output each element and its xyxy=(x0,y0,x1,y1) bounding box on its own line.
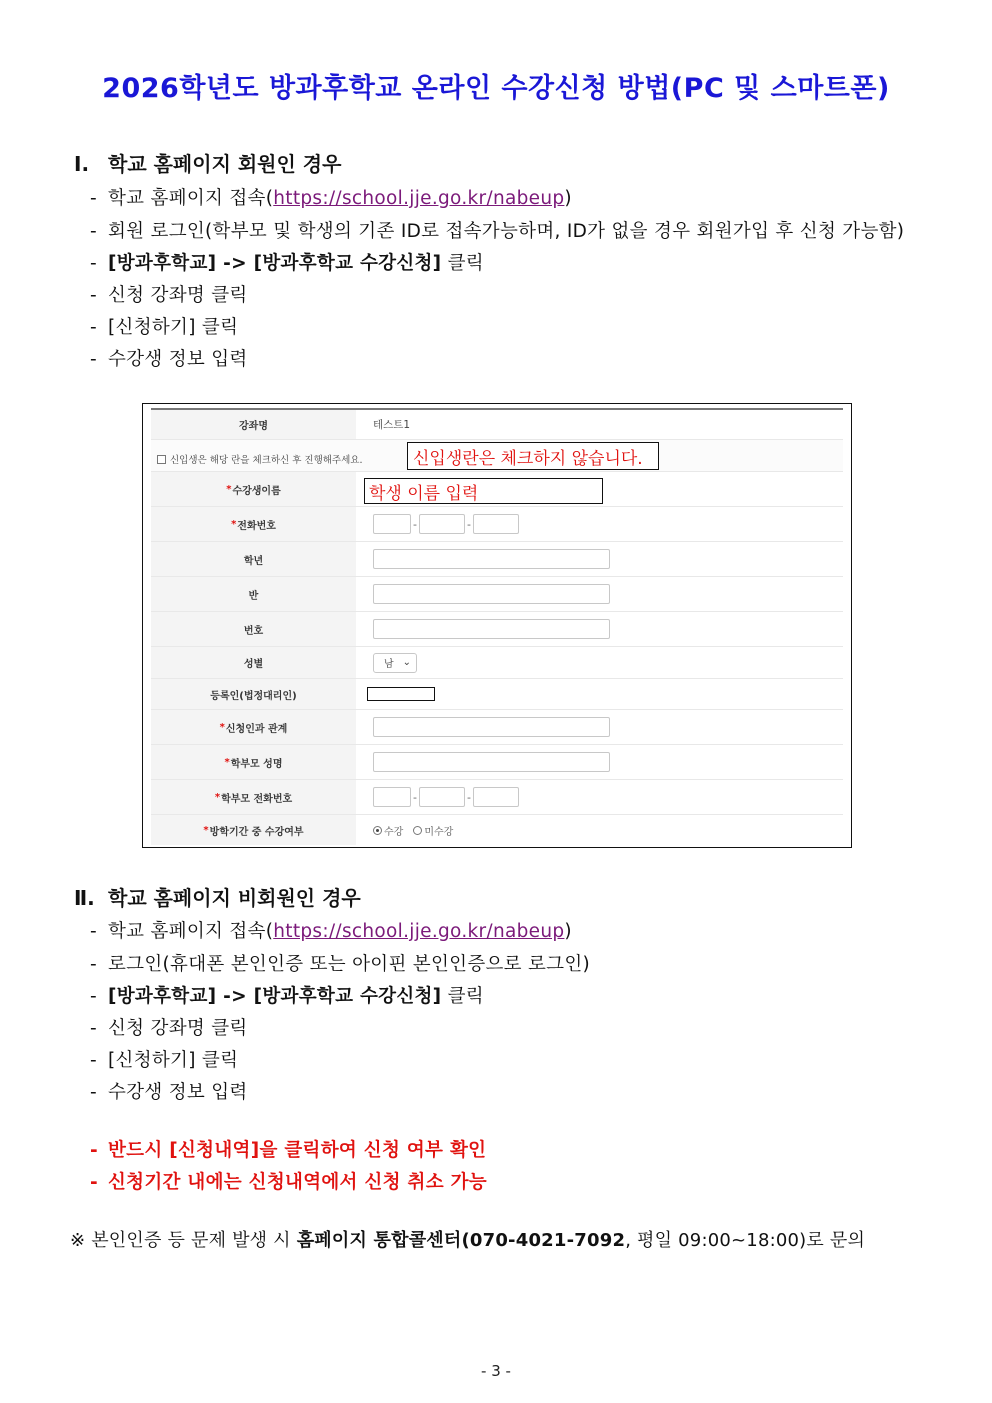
section2-heading-text: 학교 홈페이지 비회원인 경우 xyxy=(108,886,361,910)
relation-label: * 신청인과 관계 xyxy=(151,710,356,744)
parent-name-input[interactable] xyxy=(373,752,610,772)
section1-step-1: - 학교 홈페이지 접속(https://school.jje.go.kr/nabeup) xyxy=(90,188,572,209)
vacation-radio-not-attend[interactable]: 미수강 xyxy=(413,823,453,838)
newstudent-checkbox[interactable] xyxy=(157,452,362,466)
section1-step-5: - [신청하기] 클릭 xyxy=(90,317,239,338)
phone-field-1[interactable] xyxy=(373,514,411,534)
gender-label: 성별 xyxy=(151,647,356,678)
form-row-class xyxy=(151,577,843,612)
gender-select[interactable]: 남 ⌄ xyxy=(373,653,417,673)
parent-phone-field-1[interactable] xyxy=(373,787,411,807)
section2-step-5: - [신청하기] 클릭 xyxy=(90,1050,239,1071)
form-row-vacation xyxy=(151,815,843,845)
guardian-label: 등록인(법정대리인) xyxy=(151,679,356,709)
form-row-gender xyxy=(151,647,843,679)
course-value: 테스트1 xyxy=(373,419,411,431)
phone-label: * 전화번호 xyxy=(151,507,356,541)
section1-step-4: - 신청 강좌명 클릭 xyxy=(90,285,248,306)
chevron-down-icon: ⌄ xyxy=(402,657,411,668)
section2-step-4: - 신청 강좌명 클릭 xyxy=(90,1018,248,1039)
warning-cancel: - 신청기간 내에는 신청내역에서 신청 취소 가능 xyxy=(90,1172,487,1193)
radio-empty-icon xyxy=(413,826,422,835)
vacation-label: * 방학기간 중 수강여부 xyxy=(151,815,356,845)
page-title: 2026학년도 방과후학교 온라인 수강신청 방법(PC 및 스마트폰) xyxy=(102,73,890,104)
form-row-phone: * 전화번호 - - xyxy=(151,507,843,542)
section1-step-6: - 수강생 정보 입력 xyxy=(90,349,248,370)
newstudent-check-label: 신입생은 해당 란을 체크하신 후 진행해주세요. xyxy=(170,455,363,466)
section1-heading-text: 학교 홈페이지 회원인 경우 xyxy=(108,152,342,176)
contact-note: ※ 본인인증 등 문제 발생 시 홈페이지 통합콜센터(070-4021-7092, 평일 09:00~18:00)로 문의 xyxy=(70,1230,866,1251)
relation-input[interactable] xyxy=(373,717,610,737)
section2-heading xyxy=(74,882,361,911)
vacation-radio-attend[interactable]: 수강 xyxy=(373,823,403,838)
section1-step-3: - [방과후학교] -> [방과후학교 수강신청] 클릭 xyxy=(90,253,484,274)
section1-number: Ⅰ. xyxy=(74,152,90,176)
class-label: 반 xyxy=(151,577,356,611)
parent-phone-label: * 학부모 전화번호 xyxy=(151,780,356,814)
parent-name-label: * 학부모 성명 xyxy=(151,745,356,779)
form-row-guardian xyxy=(151,679,843,710)
grade-input[interactable] xyxy=(373,549,610,569)
warning-check-history: - 반드시 [신청내역]을 클릭하여 신청 여부 확인 xyxy=(90,1140,487,1161)
section1-heading xyxy=(74,148,341,177)
parent-phone-field-2[interactable] xyxy=(419,787,465,807)
section2-step-1: - 학교 홈페이지 접속(https://school.jje.go.kr/nabeup) xyxy=(90,921,572,942)
class-input[interactable] xyxy=(373,584,610,604)
form-row-parent-name xyxy=(151,745,843,780)
phone-field-3[interactable] xyxy=(473,514,519,534)
school-homepage-link[interactable]: https://school.jje.go.kr/nabeup xyxy=(273,188,565,209)
section2-step-2: - 로그인(휴대폰 본인인증 또는 아이핀 본인인증으로 로그인) xyxy=(90,954,591,975)
page-number: - 3 - xyxy=(481,1362,511,1380)
course-label: 강좌명 xyxy=(151,410,356,439)
form-row-number xyxy=(151,612,843,647)
section2-number: Ⅱ. xyxy=(74,886,95,910)
section1-step-2: - 회원 로그인(학부모 및 학생의 기존 ID로 접속가능하며, ID가 없을 경우 회원가입 후 신청 가능함) xyxy=(90,221,905,242)
form-row-grade xyxy=(151,542,843,577)
section2-step-3: - [방과후학교] -> [방과후학교 수강신청] 클릭 xyxy=(90,986,484,1007)
grade-label: 학년 xyxy=(151,542,356,576)
number-input[interactable] xyxy=(373,619,610,639)
student-name-label: * 수강생이름 xyxy=(151,472,356,506)
registration-form-screenshot xyxy=(142,403,852,848)
newstudent-callout: 신입생란은 체크하지 않습니다. xyxy=(407,442,659,470)
parent-phone-field-3[interactable] xyxy=(473,787,519,807)
number-label: 번호 xyxy=(151,612,356,646)
section2-step-6: - 수강생 정보 입력 xyxy=(90,1082,248,1103)
radio-selected-icon xyxy=(373,826,382,835)
student-name-callout: 학생 이름 입력 xyxy=(364,478,603,504)
school-homepage-link-2[interactable]: https://school.jje.go.kr/nabeup xyxy=(273,921,565,942)
checkbox-icon xyxy=(157,455,166,464)
guardian-redaction-box xyxy=(367,687,435,701)
form-row-parent-phone: * 학부모 전화번호 - - xyxy=(151,780,843,815)
form-row-relation xyxy=(151,710,843,745)
form-row-course xyxy=(151,410,843,440)
phone-field-2[interactable] xyxy=(419,514,465,534)
